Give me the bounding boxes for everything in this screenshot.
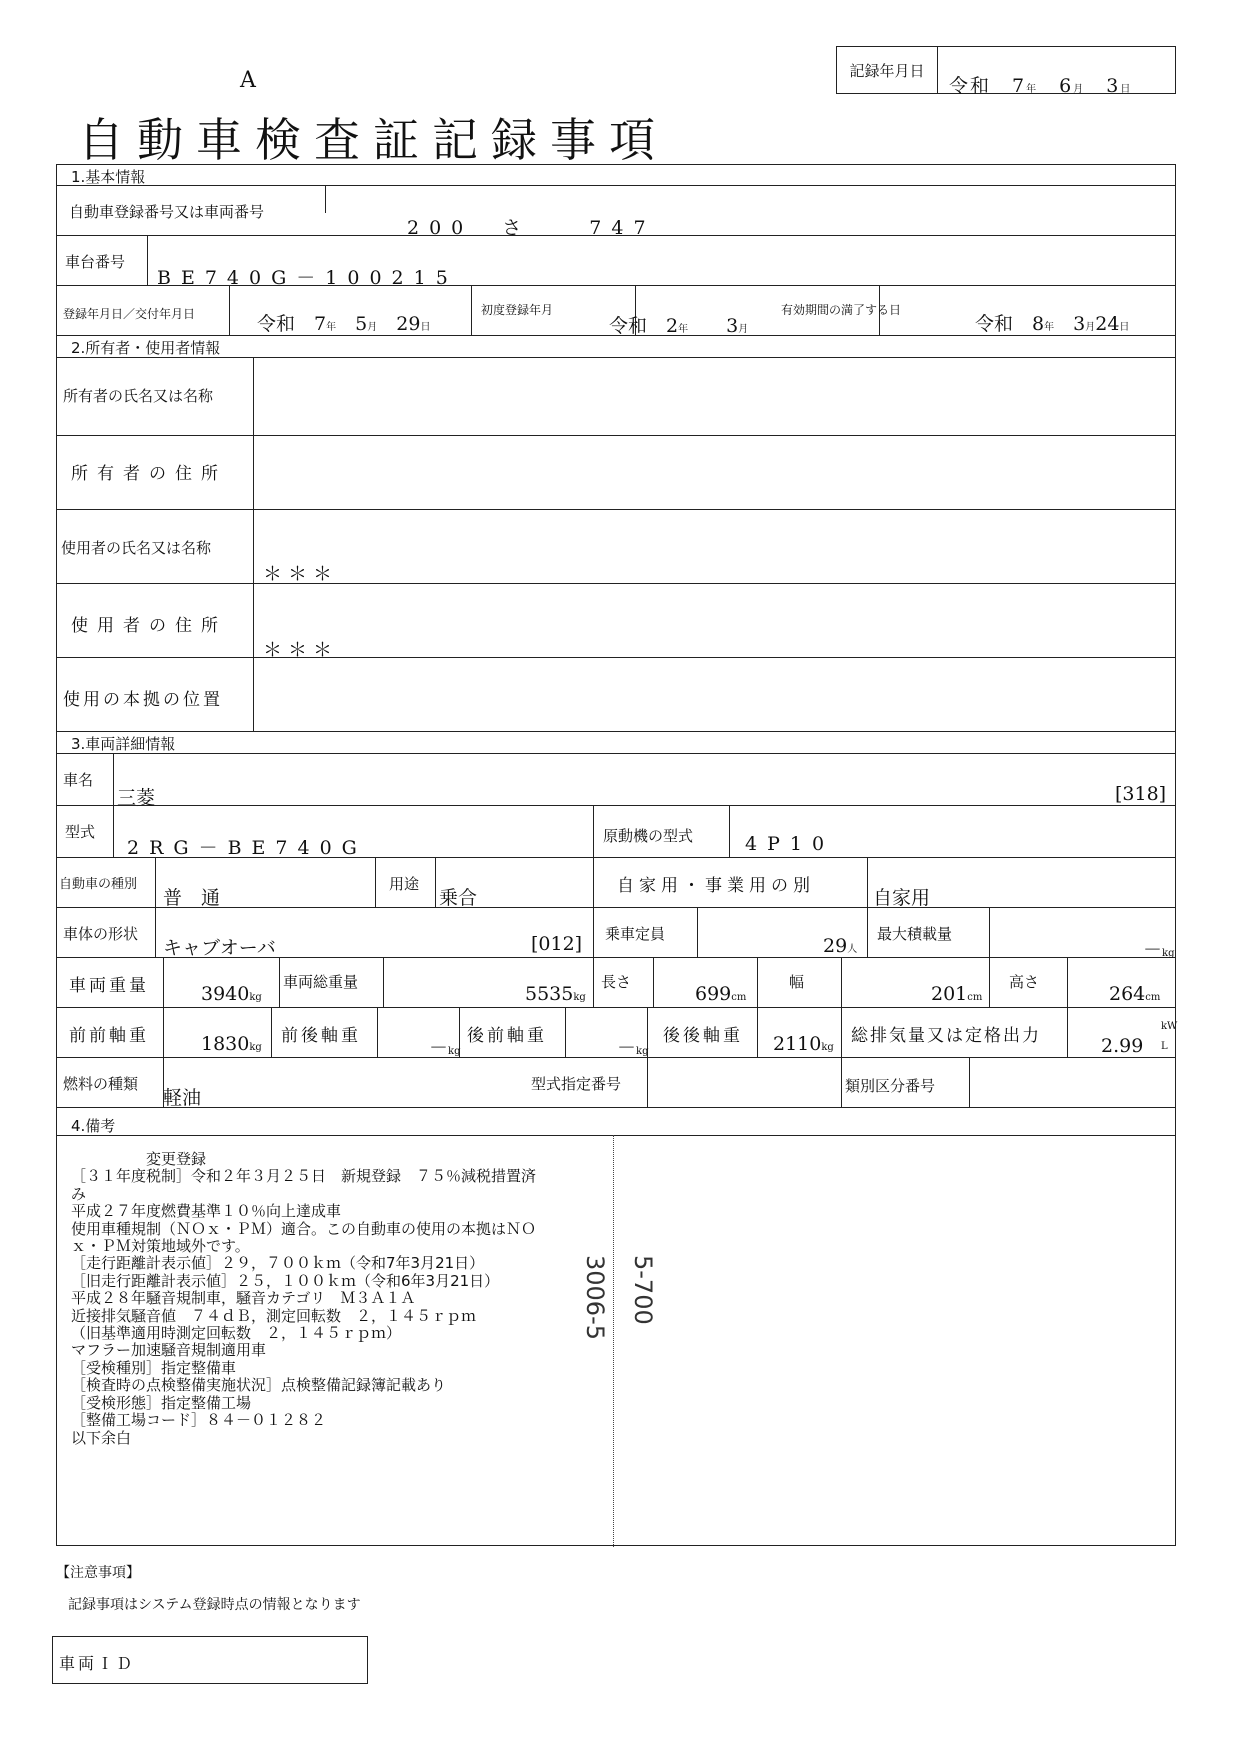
notes-text: 記録事項はシステム登録時点の情報となります	[68, 1597, 361, 1613]
user-address-label: 使用者の住所	[71, 616, 227, 636]
length-label: 長さ	[601, 973, 632, 991]
vehicle-id-label: 車両ＩＤ	[59, 1654, 136, 1673]
capacity-value: 29人	[823, 935, 858, 957]
weight-label: 車両重量	[69, 976, 149, 996]
user-name-label: 使用者の氏名又は名称	[61, 539, 212, 557]
displacement-label: 総排気量又は定格出力	[851, 1026, 1041, 1046]
first-reg-value: 令和 2年 3月	[609, 315, 749, 337]
capacity-label: 乗車定員	[605, 925, 666, 943]
remarks-divider	[613, 1135, 614, 1547]
model-value: 2RG－BE740G	[127, 837, 367, 859]
owner-address-label: 所有者の住所	[71, 464, 227, 484]
gross-weight-label: 車両総重量	[283, 973, 359, 991]
rear-rear-axle-value: 2110kg	[773, 1033, 834, 1055]
document-title: 自動車検査証記録事項	[78, 113, 668, 167]
rear-front-axle-label: 後前軸重	[467, 1026, 547, 1046]
notes-heading: 【注意事項】	[56, 1565, 140, 1581]
vehicle-kind-label: 自動車の種別	[59, 877, 138, 892]
reg-number-label: 自動車登録番号又は車両番号	[69, 203, 265, 221]
use-value: 乗合	[439, 887, 478, 909]
gross-weight-value: 5535kg	[525, 983, 586, 1005]
front-front-axle-value: 1830kg	[201, 1033, 262, 1055]
handwritten-note: 5-700 3006-5	[581, 1255, 657, 1341]
form-mark: A	[240, 68, 256, 93]
user-address-value: ＊＊＊	[263, 639, 339, 661]
base-location-label: 使用の本拠の位置	[63, 690, 223, 710]
fuel-value: 軽油	[163, 1087, 202, 1109]
displacement-value: 2.99	[1101, 1035, 1144, 1057]
section-owner-info: 2.所有者・使用者情報	[71, 339, 221, 357]
car-name-label: 車名	[63, 771, 94, 789]
expiry-label: 有効期間の満了する日	[781, 303, 902, 317]
car-name-value: 三菱	[117, 787, 156, 809]
rear-rear-axle-label: 後後軸重	[663, 1026, 743, 1046]
reg-number-value: 200 さ 747	[407, 217, 656, 239]
class-number-label: 類別区分番号	[845, 1077, 936, 1095]
chassis-label: 車台番号	[65, 253, 126, 271]
body-shape-label: 車体の形状	[63, 925, 139, 943]
max-load-value: －kg	[1143, 939, 1175, 961]
record-date-box	[836, 46, 1176, 97]
section-basic-info: 1.基本情報	[71, 168, 146, 186]
max-load-label: 最大積載量	[877, 925, 953, 943]
width-label: 幅	[789, 973, 805, 991]
owner-name-label: 所有者の氏名又は名称	[63, 387, 214, 405]
reg-date-label: 登録年月日／交付年月日	[63, 307, 196, 321]
car-name-code: [318]	[1115, 783, 1167, 805]
height-value: 264cm	[1109, 983, 1161, 1005]
height-label: 高さ	[1009, 973, 1040, 991]
first-reg-label: 初度登録年月	[481, 303, 554, 317]
chassis-value: BE740G－100215	[157, 267, 458, 289]
fuel-label: 燃料の種類	[63, 1075, 139, 1093]
length-value: 699cm	[695, 983, 747, 1005]
front-front-axle-label: 前前軸重	[69, 1026, 149, 1046]
front-rear-axle-value: －kg	[429, 1037, 461, 1059]
displacement-unit-kw: kW	[1161, 1021, 1178, 1032]
body-shape-value: キャブオーバ	[163, 937, 276, 959]
section-vehicle-detail: 3.車両詳細情報	[71, 735, 176, 753]
record-date-value: 令和 7年 6月 3日	[949, 75, 1133, 97]
reg-date-value: 令和 7年 5月 29日	[257, 313, 431, 335]
weight-value: 3940kg	[201, 983, 262, 1005]
width-value: 201cm	[931, 983, 983, 1005]
expiry-value: 令和 8年 3月24日	[975, 313, 1130, 335]
model-label: 型式	[65, 823, 96, 841]
use-label: 用途	[389, 875, 420, 893]
body-shape-code: [012]	[531, 933, 583, 955]
engine-model-value: 4P10	[745, 833, 835, 855]
vehicle-id-box	[52, 1636, 368, 1684]
record-date-label: 記録年月日	[837, 47, 938, 93]
private-business-value: 自家用	[873, 887, 931, 909]
certificate-form	[56, 164, 1176, 1546]
remarks-text: 変更登録 ［３１年度税制］令和２年３月２５日 新規登録 ７５％減税措置済 み 平成２７年度燃費基準１０％向上達成車 使用車種規制（ＮＯｘ・ＰＭ）適合。この自動車の使用の本拠はＮＯ ｘ・ＰＭ対策地域外です。 ［走行距離計表示値］２９，７００ｋｍ（令和7年3月21日） ［旧走行距離計表示値］２５，１００ｋｍ（令和6年3月21日） 平成２８年騒音規制車，騒音カテゴリ Ｍ３Ａ１Ａ 近接排気騒音値 ７４ｄＢ，測定回転数 ２，１４５ｒｐｍ （旧基準適用時測定回転数 ２，１４５ｒｐｍ） マフラー加速騒音規制適用車 ［受検種別］指定整備車 ［検査時の点検整備実施状況］点検整備記録簿記載あり ［受検形態］指定整備工場 ［整備工場コード］８４－０１２８２ 以下余白	[71, 1150, 537, 1447]
type-designation-label: 型式指定番号	[531, 1075, 622, 1093]
user-name-value: ＊＊＊	[263, 563, 339, 585]
displacement-unit-l: L	[1161, 1041, 1168, 1052]
front-rear-axle-label: 前後軸重	[281, 1026, 361, 1046]
section-remarks: 4.備考	[71, 1117, 116, 1135]
vehicle-kind-value: 普 通	[163, 887, 221, 909]
engine-model-label: 原動機の型式	[603, 827, 694, 845]
private-business-label: 自家用・事業用の別	[617, 876, 815, 896]
rear-front-axle-value: －kg	[617, 1037, 649, 1059]
